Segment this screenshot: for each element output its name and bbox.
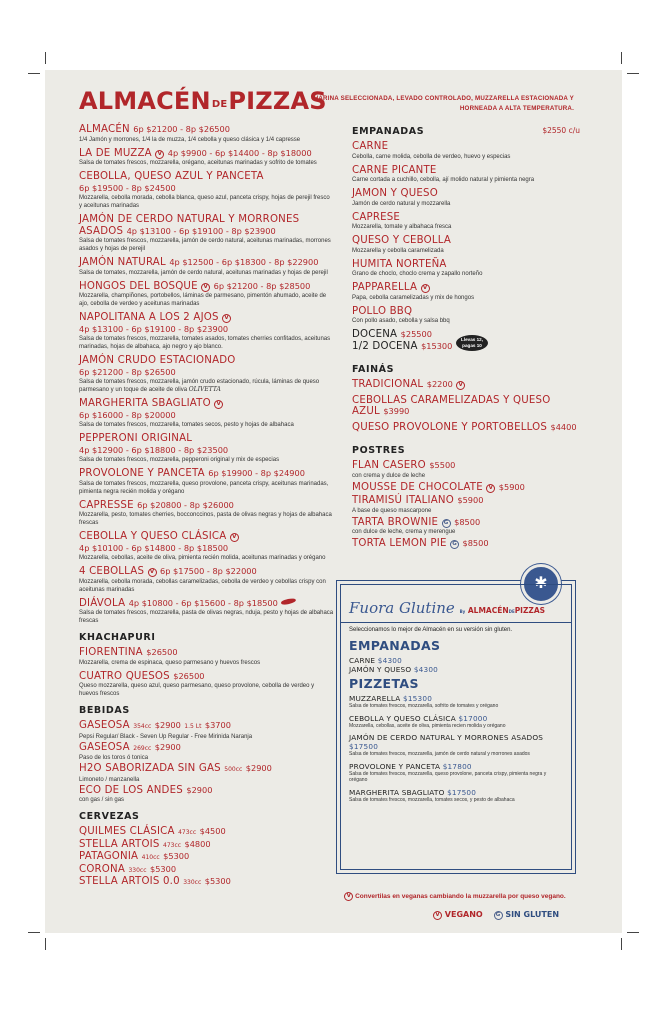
gluten-free-icon: G — [442, 519, 451, 528]
section-title: CERVEZAS — [79, 811, 140, 822]
empanada-item: CARNE PICANTE Carne cortada a cuchillo, cebolla, ají molido natural y pimienta negra — [352, 164, 535, 183]
left-column — [79, 124, 334, 889]
beer-item: STELLA ARTOIS 0.0 330cc $5300 — [79, 876, 231, 887]
pizza-item: ALMACÉN 6p $21200 - 8p $26500 1/4 Jamón y morrones, 1/4 la de muzza, 1/4 cebolla y queso clásica y 1/4 capresse — [79, 124, 301, 143]
crop-mark — [621, 52, 622, 64]
faina-item: CEBOLLAS CARAMELIZADAS Y QUESO AZUL $3990 — [352, 394, 551, 417]
crop-mark — [627, 932, 639, 933]
crop-mark — [627, 73, 639, 74]
dessert-item: TARTA BROWNIE G $8500 con dulce de leche, crema y merengue — [352, 516, 481, 535]
pizza-item: JAMÓN NATURAL 4p $12500 - 6p $18300 - 8p $22900 Salsa de tomates, mozzarella, jamón de cerdo natural, aceitunas marinadas y hojas de perejil — [79, 257, 328, 276]
vegan-icon: V — [230, 533, 239, 542]
pizza-item: CEBOLLA, QUESO AZUL Y PANCETA 6p $19500 - 8p $24500 Mozzarella, cebolla morada, cebolla blanca, queso azul, panceta crispy, hojas de perejil fresco y aceitunas marinadas — [79, 171, 330, 209]
faina-item: TRADICIONAL $2200 V — [352, 379, 580, 391]
olivetta-logo: OLIVETTA — [188, 386, 221, 393]
gluten-free-intro: Seleccionamos lo mejor de Almacén en su versión sin gluten. — [349, 627, 513, 633]
promo-badge: Llevas 12, pagas 10 — [456, 335, 488, 351]
gf-section-title: EMPANADAS — [349, 638, 441, 653]
vegan-icon: V — [456, 381, 465, 390]
khachapuri-item: FIORENTINA $26500 Mozzarella, crema de espinaca, queso parmesano y huevos frescos — [79, 647, 261, 666]
vegan-icon: V — [222, 314, 231, 323]
empanada-item: CAPRESE Mozzarella, tomate y albahaca fresca — [352, 211, 452, 230]
empanada-item: PAPPARELLA V Papa, cebolla caramelizadas y mix de hongos — [352, 282, 475, 301]
drink-item: GASEOSA 354cc $2900 1.5 Lt $3700 Pepsi Regular/ Black - Seven Up Regular - Free Mirinida Naranja — [79, 720, 253, 740]
pizza-item: CAPRESSE 6p $20800 - 8p $26000 Mozzarella, pesto, tomates cherries, bocconccinos, pasta de olivas negras y hojas de albahaca frescas — [79, 499, 332, 526]
gf-section-title: PIZZETAS — [349, 676, 419, 691]
empanadas-price: $2550 c/u — [542, 126, 580, 135]
crop-mark — [45, 938, 46, 950]
khachapuri-item: CUATRO QUESOS $26500 Queso mozzarella, queso azul, queso parmesano, queso provolone, cebolla de verdeo y huevos frescos — [79, 670, 315, 697]
section-title: POSTRES — [352, 445, 406, 456]
gluten-free-icon: G — [494, 911, 503, 920]
crop-mark — [28, 932, 40, 933]
faina-item: QUESO PROVOLONE Y PORTOBELLOS $4400 — [352, 421, 577, 433]
vegan-icon: V — [148, 568, 157, 577]
pizza-item: DIÁVOLA 4p $10800 - 6p $15600 - 8p $18500 Salsa de tomates frescos, mozzarella, pasta de olivas negras, nduja, pesto y hojas de albahaca frescas — [79, 597, 334, 624]
section-title: FAINÁS — [352, 364, 395, 375]
empanada-item: JAMON Y QUESO Jamón de cerdo natural y mozzarella — [352, 188, 451, 207]
pizza-item: JAMÓN DE CERDO NATURAL Y MORRONES ASADOS 4p $13100 - 6p $19100 - 8p $23900 Salsa de tomates frescos, mozzarella, jamón de cerdo natural, aceitunas marinadas, morrones asados y hojas de perejil — [79, 214, 331, 252]
vegan-icon: V — [486, 484, 495, 493]
gf-item: MUZZARELLA $15300 — [349, 694, 433, 703]
gf-item: CARNE $4300 — [349, 656, 402, 665]
vegan-icon: V — [214, 400, 223, 409]
pizza-item: PEPPERONI ORIGINAL 4p $12900 - 6p $18800 - 8p $23500 Salsa de tomates frescos, mozzarella, pepperoni original y mix de especias — [79, 433, 280, 463]
media-docena-line: 1/2 DOCENA $15300 — [352, 340, 453, 352]
beer-item: CORONA 330cc $5300 — [79, 863, 177, 875]
empanada-item: HUMITA NORTEÑA Grano de choclo, choclo crema y zapallo norteño — [352, 258, 483, 277]
docena-line: DOCENA $25500 — [352, 329, 432, 340]
vegan-note: V Convertilas en veganas cambiando la muzzarella por queso vegano. — [335, 892, 575, 901]
drink-item: GASEOSA 269cc $2900 Paso de los toros ó tonica — [79, 741, 181, 761]
gf-item: JAMÓN Y QUESO $4300 — [349, 665, 439, 674]
gluten-free-box: ✱ Fuora Glutine By ALMACÉNDEPIZZAS Seleccionamos lo mejor de Almacén en su versión sin gluten. EMPANADAS CARNE $4300 JAMÓN Y QUESO $4300 PIZZETAS MUZZARELLA $15300 Salsa de tomates frescos, mozzarella, sofrito de tomates y orégano CEBOLLA Y QUESO CLÁSICA $17000 Mozzarella, cebollas, aceite de oliva, pimienta recien molida y orégano JAMÓN DE CERDO NATURAL Y MORRONES ASADOS $17500 Salsa de tomates frescos, mozzarella, jamón de cerdo natural y morrones asados PROVOLONE Y PANCETA $17800 Salsa de tomates frescos, mozzarella, queso provolone, panceta crispy, pimienta negra y orégano MARGHERITA SBAGLIATO $17500 Salsa de tomates frescos, mozzarella, tomates secos, y pesto de albahaca — [336, 580, 576, 874]
vegan-icon: V — [433, 911, 442, 920]
drink-item: ECO DE LOS ANDES $2900 con gas / sin gas — [79, 784, 213, 803]
dessert-item: TIRAMISÚ ITALIANO $5900 A base de queso mascarpone — [352, 495, 484, 514]
empanada-item: POLLO BBQ Con pollo asado, cebolla y salsa bbq — [352, 305, 450, 324]
gluten-free-icon: G — [450, 540, 459, 549]
gf-item: PROVOLONE Y PANCETA $17800 — [349, 761, 472, 771]
pizza-item: LA DE MUZZA V 4p $9900 - 6p $14400 - 8p $18000 Salsa de tomates frescos, mozzarella, orégano, aceitunas marinadas y sofrito de tomates — [79, 147, 317, 166]
vegan-icon: V — [344, 892, 353, 901]
pizza-item: NAPOLITANA A LOS 2 AJOS V 4p $13100 - 6p $19100 - 8p $23900 Salsa de tomates frescos, mozzarella, tomates asados, tomates cherries confitados, aceitunas marinadas, hojas de albahaca, ajo negro y ajo blanco. — [79, 312, 331, 350]
vegan-icon: V — [421, 284, 430, 293]
legend: V VEGANO G SIN GLUTEN — [433, 910, 559, 920]
menu-sheet — [45, 70, 622, 933]
section-title: EMPANADAS $2550 c/u — [352, 126, 580, 137]
vegan-icon: V — [155, 150, 164, 159]
pizza-item: CEBOLLA Y QUESO CLÁSICA V 4p $10100 - 6p $14800 - 8p $18500 Mozzarella, cebollas, aceite de oliva, pimienta recién molida, aceitunas marinadas y orégano — [79, 531, 326, 561]
beer-item: QUILMES CLÁSICA 473cc $4500 — [79, 826, 226, 837]
beer-item: PATAGONIA 410cc $5300 — [79, 851, 190, 862]
gluten-free-title: Fuora Glutine By ALMACÉNDEPIZZAS — [349, 599, 546, 617]
vegan-icon: V — [201, 283, 210, 292]
docena-block — [352, 329, 580, 352]
tagline: HARINA SELECCIONADA, LEVADO CONTROLADO, MUZZARELLA ESTACIONADA Y HORNEADA A ALTA TEMPERATURA. — [313, 95, 574, 112]
pizza-item: PROVOLONE Y PANCETA 6p $19900 - 8p $24900 Salsa de tomates frescos, mozzarella, queso provolone, panceta crispy, aceitunas marinadas, pimienta negra recién molida y orégano — [79, 468, 329, 495]
dessert-item: MOUSSE DE CHOCOLATE V $5900 — [352, 481, 525, 493]
section-title: KHACHAPURI — [79, 632, 156, 643]
dessert-item: TORTA LEMON PIE G $8500 — [352, 538, 489, 549]
wheat-icon: ✱ — [521, 564, 561, 604]
empanada-item: QUESO Y CEBOLLA Mozzarella y cebolla caramelizada — [352, 235, 452, 254]
pizza-item: 4 CEBOLLAS V 6p $17500 - 8p $22000 Mozzarella, cebolla morada, cebollas caramelizadas, cebolla de verdeo y cebollas crispy con aceitunas marinadas — [79, 566, 326, 593]
divider — [341, 622, 571, 623]
empanada-item: CARNE Cebolla, carne molida, cebolla de verdeo, huevo y especias — [352, 141, 511, 160]
chili-icon — [280, 597, 296, 605]
dessert-item: FLAN CASERO $5500 con crema y dulce de leche — [352, 460, 456, 479]
right-column — [352, 126, 580, 554]
pizza-item: MARGHERITA SBAGLIATO V 6p $16000 - 8p $20000 Salsa de tomates frescos, mozzarella, tomates secos, pesto y hojas de albahaca — [79, 398, 294, 428]
gf-item: CEBOLLA Y QUESO CLÁSICA $17000 — [349, 713, 488, 723]
section-title: BEBIDAS — [79, 705, 130, 716]
brand-logo: ALMACÉNDEPIZZAS — [79, 87, 327, 115]
pizza-item: JAMÓN CRUDO ESTACIONADO 6p $21200 - 8p $26500 Salsa de tomates frescos, mozzarella, jamón crudo estacionado, rúcula, láminas de queso parmesano y un toque de aceite de oliva OLIVETTA — [79, 355, 320, 393]
drink-item: H2O SABORIZADA SIN GAS 500cc $2900 Limoneto / manzanella — [79, 763, 272, 783]
crop-mark — [45, 52, 46, 64]
gf-item: MARGHERITA SBAGLIATO $17500 — [349, 787, 477, 797]
gf-item: JAMÓN DE CERDO NATURAL Y MORRONES ASADOS $17500 — [349, 733, 544, 751]
crop-mark — [621, 938, 622, 950]
crop-mark — [28, 73, 40, 74]
beer-item: STELLA ARTOIS 473cc $4800 — [79, 838, 211, 850]
pizza-item: HONGOS DEL BOSQUE V 6p $21200 - 8p $28500 Mozzarella, champiñones, portobellos, láminas de parmesano, pimentón ahumado, aceite de ajo, cebolla de verdeo y aceitunas marinadas — [79, 280, 327, 307]
